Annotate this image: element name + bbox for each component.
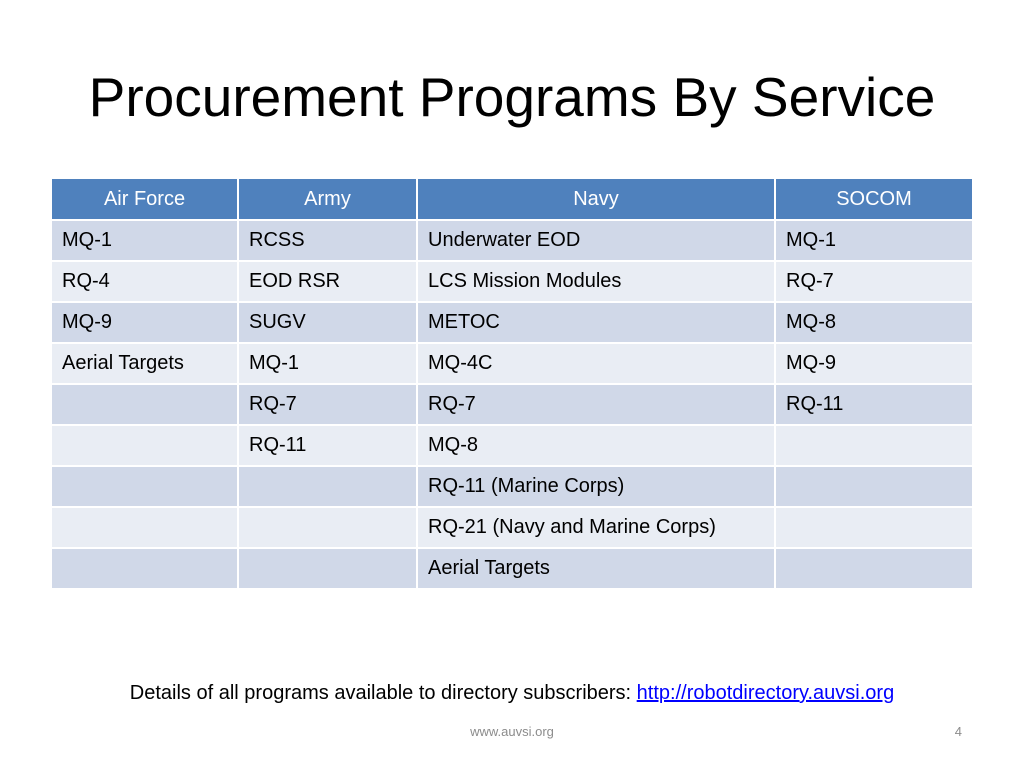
column-header-air-force: Air Force — [52, 179, 238, 220]
table-cell: MQ-9 — [52, 302, 238, 343]
table-cell: MQ-1 — [238, 343, 417, 384]
table-cell: METOC — [417, 302, 775, 343]
table-row — [52, 261, 972, 302]
column-header-navy: Navy — [417, 179, 775, 220]
table-cell: EOD RSR — [238, 261, 417, 302]
slide-title: Procurement Programs By Service — [88, 66, 936, 128]
table-cell: MQ-1 — [52, 220, 238, 261]
footer-note-text: Details of all programs available to directory subscribers: — [129, 682, 637, 704]
robot-directory-link[interactable]: http://robotdirectory.auvsi.org — [636, 682, 895, 704]
table-cell: MQ-4C — [417, 343, 775, 384]
table-cell — [238, 507, 417, 548]
table-row — [52, 302, 972, 343]
table-cell — [775, 466, 972, 507]
table-cell: MQ-8 — [775, 302, 972, 343]
table-cell — [238, 466, 417, 507]
table-cell — [52, 548, 238, 589]
table-cell: RQ-21 (Navy and Marine Corps) — [417, 507, 775, 548]
table-cell: Aerial Targets — [52, 343, 238, 384]
column-header-socom: SOCOM — [775, 179, 972, 220]
table-cell: RCSS — [238, 220, 417, 261]
table-cell: Underwater EOD — [417, 220, 775, 261]
table-cell: MQ-9 — [775, 343, 972, 384]
table-cell: RQ-7 — [238, 384, 417, 425]
table-cell: RQ-11 — [238, 425, 417, 466]
table-cell: RQ-11 (Marine Corps) — [417, 466, 775, 507]
table-cell: RQ-11 — [775, 384, 972, 425]
table-row — [52, 425, 972, 466]
table-cell: Aerial Targets — [417, 548, 775, 589]
table-cell: MQ-8 — [417, 425, 775, 466]
table-row — [52, 384, 972, 425]
table-cell: LCS Mission Modules — [417, 261, 775, 302]
programs-table — [52, 179, 972, 590]
table-cell: RQ-7 — [417, 384, 775, 425]
table-row — [52, 548, 972, 589]
table-cell — [775, 425, 972, 466]
table-row — [52, 466, 972, 507]
footer-note — [0, 682, 1024, 705]
page-number: 4 — [954, 724, 962, 739]
table-cell — [238, 548, 417, 589]
table-cell: SUGV — [238, 302, 417, 343]
table-cell: RQ-4 — [52, 261, 238, 302]
table-cell — [52, 425, 238, 466]
table-cell — [52, 466, 238, 507]
table-cell: RQ-7 — [775, 261, 972, 302]
table-cell — [775, 548, 972, 589]
column-header-army: Army — [238, 179, 417, 220]
table-row — [52, 343, 972, 384]
table-cell — [52, 507, 238, 548]
table-row — [52, 220, 972, 261]
footer-website: www.auvsi.org — [470, 724, 554, 739]
table-row — [52, 507, 972, 548]
table-header-row — [52, 179, 972, 220]
programs-table-container — [52, 179, 972, 590]
table-cell — [775, 507, 972, 548]
table-cell — [52, 384, 238, 425]
table-cell: MQ-1 — [775, 220, 972, 261]
